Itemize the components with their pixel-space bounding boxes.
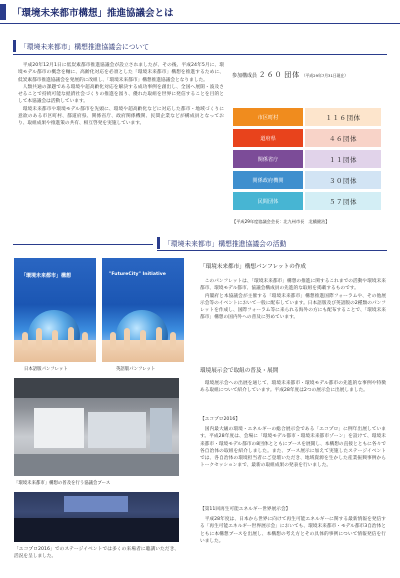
hand-graphic bbox=[124, 328, 130, 350]
expo-body bbox=[200, 380, 386, 395]
header-divider bbox=[0, 23, 400, 24]
eco-body bbox=[200, 426, 386, 470]
pamphlet-heading: 「環境未来都市」構想パンフレットの作成 bbox=[200, 264, 307, 270]
ceiling-area bbox=[14, 378, 179, 398]
pamphlet-body bbox=[200, 278, 386, 322]
stat-row bbox=[233, 108, 381, 126]
stat-row bbox=[233, 192, 381, 210]
stage-event-photo bbox=[14, 492, 179, 542]
audience-area bbox=[14, 518, 179, 542]
hand-graphic bbox=[68, 327, 74, 350]
stats-label: 参加構成員 bbox=[232, 73, 258, 79]
eco-heading: 【エコプロ2016】 bbox=[200, 417, 241, 422]
stat-row bbox=[233, 129, 381, 147]
hand-graphic bbox=[140, 330, 146, 350]
pamphlet-jp-image bbox=[14, 258, 96, 362]
section1-accent-bar bbox=[13, 40, 16, 52]
stage-screen bbox=[64, 496, 128, 512]
pamphlet-en-image bbox=[102, 258, 184, 362]
energy-expo-heading: 【第11回再生可能エネルギー世界展示会】 bbox=[200, 507, 291, 512]
stats-date-note: （平成29年7月31日現在） bbox=[301, 73, 349, 78]
section1-body bbox=[18, 62, 224, 128]
stat-label: 民間団体 bbox=[233, 192, 303, 210]
booth-panel bbox=[88, 412, 146, 448]
hand-graphic bbox=[170, 332, 176, 350]
stats-header bbox=[232, 70, 348, 80]
stat-label: 関係省庁 bbox=[233, 150, 303, 168]
stat-label: 道府県 bbox=[233, 129, 303, 147]
booth-photo bbox=[14, 378, 179, 476]
stat-value: ３０団体 bbox=[305, 171, 381, 189]
hand-graphic bbox=[52, 330, 58, 350]
pamphlet-en-caption: 英語版パンフレット bbox=[116, 367, 156, 372]
hand-graphic bbox=[22, 332, 28, 350]
booth-photo-caption: 「環境未来都市」構想の普及を行う協議会ブース bbox=[14, 481, 111, 486]
booth-panel bbox=[150, 408, 172, 452]
stat-row bbox=[233, 171, 381, 189]
stats-footnote: 【平成29年度協議会会長：北九州市長 北橋健治】 bbox=[232, 219, 330, 224]
stats-unit: 団体 bbox=[284, 71, 301, 79]
section2-accent-bar bbox=[157, 237, 160, 249]
stage-photo-caption: 「エコプロ2016」でのステージイベントでは多くの来場者に聴講いただき、活況を呈しました。 bbox=[14, 547, 179, 560]
energy-expo-paragraph: 平成28年度は、日本から世界に向けて再生可能エネルギーに関する最新情報を発信する「再生可能エネルギー世界展示会」においても、環境未来都市・モデル都市3自治体とともに本構想ブースを出展し、本構想の考え方とその具体的事例について情報発信を行いました。 bbox=[200, 517, 386, 544]
stat-value: ４６団体 bbox=[305, 129, 381, 147]
section2-rule-right bbox=[157, 250, 387, 251]
section2-title: 「環境未来都市」構想推進協議会の活動 bbox=[164, 240, 287, 248]
pamphlet-jp-cover-title: 「環境未来都市」構想 bbox=[21, 273, 72, 279]
pamphlet-paragraph: このパンフレットは、「環境未来都市」構想の推進に関するこれまでの活動や環境未来都市、環境モデル都市、協議会構成員の先進的な取組を掲載するものです。 bbox=[200, 279, 386, 292]
header-accent-bar bbox=[0, 4, 6, 20]
stat-label: 関係政府機関 bbox=[233, 171, 303, 189]
section2-rule-left bbox=[13, 244, 153, 245]
stat-row bbox=[233, 150, 381, 168]
pamphlet-paragraph: 内閣府と本協議会が主催する「環境未来都市」構想推進国際フォーラムや、その他展示会等のイベントにおいて一般に配布しています。日本語版及び英語版の2種類のパンフレットを作成し、国際フォーラム等に来られる海外の方にも配布することで、「環境未来都市」構想の国内外への普及に努めています。 bbox=[200, 293, 386, 321]
stat-label: 市区町村 bbox=[233, 108, 303, 126]
section1-paragraph: 平成20年12月1日に低炭素都市推進協議会が設立されましたが、その後、平成24年5月に、環境モデル都市の概念を軸に、高齢化対応を必須とした「環境未来都市」構想を推進するために、低炭素都市推進協議会を発展的に改組し、「環境未来都市」構想推進協議会となりました。 bbox=[18, 63, 224, 83]
section1-rule bbox=[13, 54, 387, 55]
hand-graphic bbox=[82, 332, 88, 350]
stat-value: １１団体 bbox=[305, 150, 381, 168]
expo-paragraph: 環境展示会への出展を通じて、環境未来都市・環境モデル都市の先進的な事例や特徴ある取組について紹介しています。平成28年度は2つの展示会に出展しました。 bbox=[200, 381, 386, 394]
section1-title: 「環境未来都市」構想推進協議会について bbox=[20, 43, 150, 51]
stat-value: ５７団体 bbox=[305, 192, 381, 210]
energy-expo-body bbox=[200, 516, 386, 545]
hand-graphic bbox=[36, 328, 42, 350]
hand-graphic bbox=[110, 332, 116, 350]
expo-heading: 環境展示会で取組の普及・展開 bbox=[200, 368, 279, 374]
eco-paragraph: 国内最大級の環境・エネルギーの総合展示会である「エコプロ」に例年出展しています。平成28年度は、会場に「環境モデル都市・環境未来都市ゾーン」を設けて、環境未来都市・環境モデル都市の8団体とともにブースを展開し、本構想の直接とともに各々で各自治体の取組を紹介しました。また、ブース展示に加えて実施したステージイベントでは、各自治体の環境担当者にご登壇いただき、地域資源を生かした産業振興事例からトークセッションまで、最新の取組成果の発表を行いました。 bbox=[200, 427, 386, 469]
page-title: 「環境未来都市構想」推進協議会とは bbox=[12, 8, 174, 19]
pamphlet-en-cover-title: "FutureCity" Initiative bbox=[109, 272, 166, 277]
pamphlet-jp-caption: 日本語版パンフレット bbox=[24, 367, 68, 372]
stat-value: １１６団体 bbox=[305, 108, 381, 126]
section1-paragraph: 環境未来都市や環境モデル都市を先頭に、環境や超高齢化などに対応した都市・地域づくりに意欲のある市区町村、都道府県、関係省庁、政府関係機関、民間企業などが構成員となっており、取組成果や推進策の共有、相互啓発を実施しています。 bbox=[18, 106, 224, 127]
floor-area bbox=[14, 454, 179, 476]
section1-paragraph: 人類共通の課題である環境や超高齢化対応を解決する成功事例を創出し、全国へ展開・波及させることで持続可能な経済社会づくりの推進を図り、優れた取組を世界に発信することを目的として本協議会は活動しています。 bbox=[18, 84, 224, 105]
booth-panel bbox=[34, 408, 84, 448]
stats-total: ２６０ bbox=[258, 71, 283, 79]
hand-graphic bbox=[156, 327, 162, 350]
